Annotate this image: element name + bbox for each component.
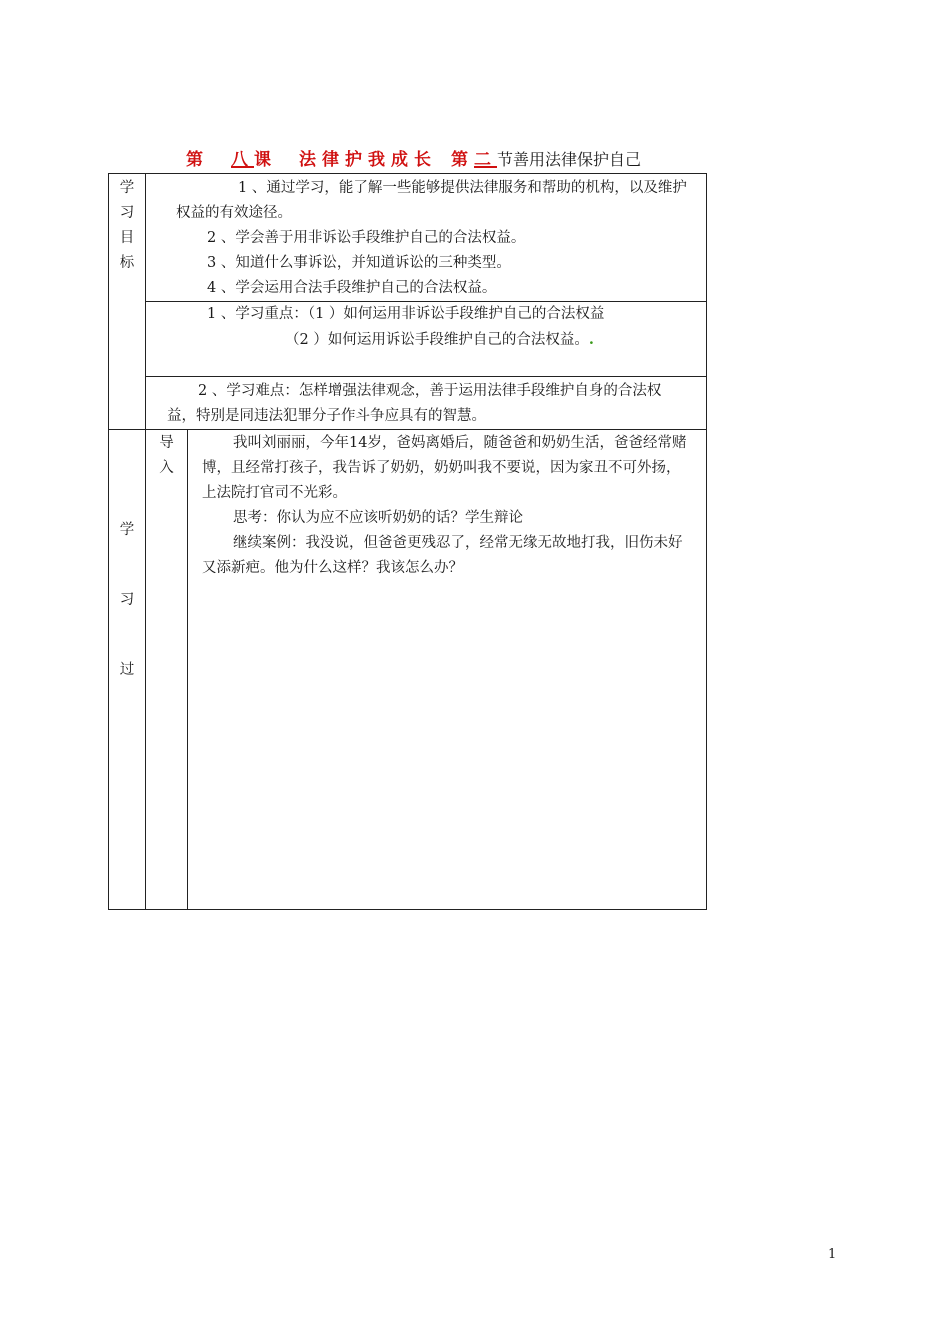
label-char: 过 [119,662,135,678]
label-char: 标 [119,255,135,271]
green-dot-mark: . [588,331,594,348]
label-char: 学 [119,522,135,538]
lesson-title [186,148,641,172]
goal-item: 4 、学会运用合法手段维护自己的合法权益。 [207,280,497,296]
case-paragraph: 我叫刘丽丽，今年14岁，爸妈离婚后，随爸爸和奶奶生活，爸爸经常赌博，且经常打孩子，我告诉了奶奶，奶奶叫我不要说，因为家丑不可外扬，上法院打官司不光彩。 [202,435,687,501]
title-part-1: 第 [186,150,209,170]
page-number: 1 [828,1247,837,1262]
label-char: 习 [119,592,135,608]
title-part-3: 课 [254,150,277,170]
label-char: 学 [119,180,135,196]
difficulty-text: 2 、学习难点：怎样增强法律观念，善于运用法律手段维护自身的合法权益，特别是同违法犯罪分子作斗争应具有的智慧。 [167,383,662,424]
key-points-line-2: （2 ）如何运用诉讼手段维护自己的合法权益。 [285,332,589,348]
title-part-2: 八 [231,150,254,170]
question-paragraph: 思考：你认为应不应该听奶奶的话？学生辩论 [233,510,523,526]
title-part-4: 法律护我成长 [299,150,437,170]
case-continued-paragraph: 继续案例：我没说，但爸爸更残忍了，经常无缘无故地打我，旧伤未好又添新疤。他为什么这样？我该怎么办？ [202,535,683,576]
label-char: 入 [159,460,174,476]
label-char: 习 [119,205,135,221]
title-part-5: 第 [451,150,474,170]
label-char: 导 [159,435,174,451]
goals-cell [146,174,707,302]
label-char: 目 [119,230,135,246]
label-introduction [146,430,188,910]
lesson-table [108,173,707,910]
label-learning-process [109,430,146,910]
title-part-7: 节善用法律保护自己 [497,150,642,169]
goal-item: 2 、学会善于用非诉讼手段维护自己的合法权益。 [207,230,526,246]
key-points-cell [146,302,707,377]
goal-item: 3 、知道什么事诉讼，并知道诉讼的三种类型。 [207,255,511,271]
label-learning-goals [109,174,146,430]
key-points-line-1: 1 、学习重点：（1 ）如何运用非诉讼手段维护自己的合法权益 [207,306,605,322]
title-part-6: 二 [474,150,497,170]
introduction-content [188,430,707,910]
difficulty-cell [146,377,707,430]
goal-item: 1 、通过学习，能了解一些能够提供法律服务和帮助的机构，以及维护权益的有效途径。 [176,180,687,221]
